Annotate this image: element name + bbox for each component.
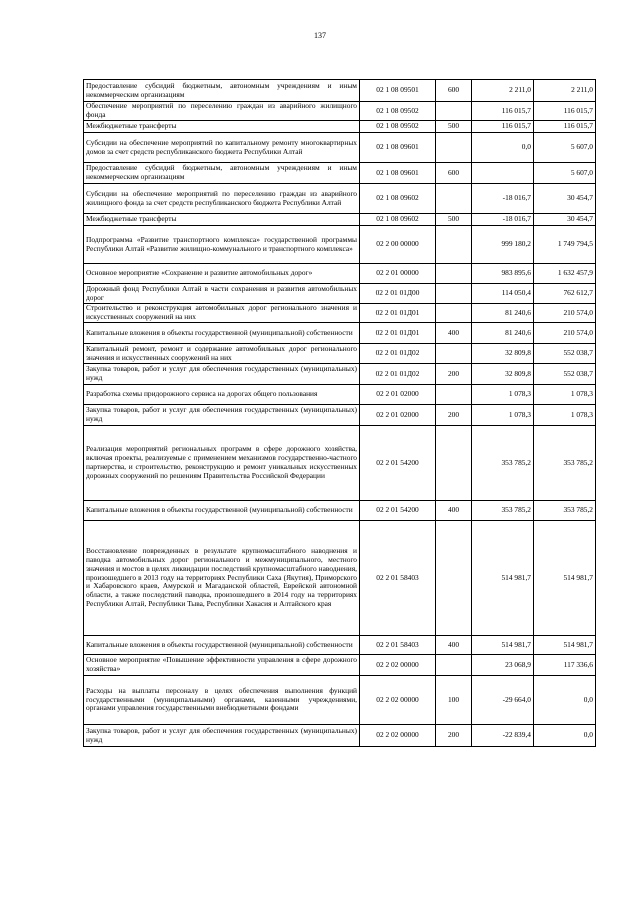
row-name: Строительство и реконструкция автомобильных дорог регионального значения и искусственных сооружений на них	[84, 304, 360, 323]
row-amount-1: 116 015,7	[472, 102, 534, 121]
row-amount-2: 116 015,7	[534, 102, 596, 121]
row-name: Субсидии на обеспечение мероприятий по капитальному ремонту многоквартирных домов за счет средств республиканского бюджета Республики Алтай	[84, 133, 360, 163]
table-row	[84, 264, 596, 284]
row-name: Восстановление поврежденных в результате крупномасштабного наводнения и паводка автомобильных дорог регионального и межмуниципального, местного значения и мостов в целях ликвидации последствий крупномасштабного наводнения, произошедшего в 2013 году на территориях Республики Саха (Якутия), Приморского и Хабаровского краев, Амурской и Магаданской областей, Еврейской автономной области, а также последствий паводка, произошедшего в 2014 году на территориях Республики Алтай, Республики Тыва, Республики Хакасия и Алтайского края	[84, 521, 360, 636]
row-name: Капитальный ремонт, ремонт и содержание автомобильных дорог регионального значения и искусственных сооружений на них	[84, 344, 360, 364]
row-name: Расходы на выплаты персоналу в целях обеспечения выполнения функций государственными (муниципальными) органами, казенными учреждениями, органами управления государственными внебюджетными фондами	[84, 676, 360, 725]
row-amount-1: 999 180,2	[472, 226, 534, 264]
row-csr-code: 02 2 02 00000	[360, 725, 436, 747]
row-amount-1: 32 809,8	[472, 364, 534, 385]
row-amount-1: 2 211,0	[472, 80, 534, 102]
table-row	[84, 426, 596, 501]
table-row	[84, 405, 596, 426]
row-name: Закупка товаров, работ и услуг для обеспечения государственных (муниципальных) нужд	[84, 725, 360, 747]
row-vr-code: 200	[436, 364, 472, 385]
row-amount-2: 1 749 794,5	[534, 226, 596, 264]
row-name: Межбюджетные трансферты	[84, 121, 360, 133]
row-amount-1: 983 895,6	[472, 264, 534, 284]
row-amount-1: 353 785,2	[472, 426, 534, 501]
row-name: Реализация мероприятий региональных программ в сфере дорожного хозяйства, включая проекты, реализуемые с применением механизмов государственно-частного партнерства, и строительство, реконструкцию и ремонт уникальных искусственных дорожных сооружений по решениям Правительства Российской Федерации	[84, 426, 360, 501]
row-amount-2: 5 607,0	[534, 163, 596, 184]
row-amount-1: 1 078,3	[472, 385, 534, 405]
table-row	[84, 163, 596, 184]
row-csr-code: 02 2 01 54200	[360, 426, 436, 501]
row-csr-code: 02 1 08 09601	[360, 133, 436, 163]
row-amount-1: 116 015,7	[472, 121, 534, 133]
row-amount-1: 23 068,9	[472, 655, 534, 676]
table-row	[84, 636, 596, 655]
row-amount-1: 353 785,2	[472, 501, 534, 521]
row-csr-code: 02 1 08 09501	[360, 80, 436, 102]
row-csr-code: 02 1 08 09602	[360, 184, 436, 214]
table-row	[84, 655, 596, 676]
table-row	[84, 501, 596, 521]
row-name: Субсидии на обеспечение мероприятий по переселению граждан из аварийного жилищного фонда за счет средств республиканского бюджета Республики Алтай	[84, 184, 360, 214]
row-vr-code	[436, 226, 472, 264]
row-vr-code	[436, 133, 472, 163]
table-row	[84, 521, 596, 636]
row-csr-code: 02 1 08 09601	[360, 163, 436, 184]
row-vr-code: 600	[436, 163, 472, 184]
row-vr-code: 200	[436, 725, 472, 747]
row-amount-2: 117 336,6	[534, 655, 596, 676]
row-amount-2: 514 981,7	[534, 521, 596, 636]
row-amount-1	[472, 163, 534, 184]
row-amount-1: 81 240,6	[472, 323, 534, 344]
row-amount-2: 0,0	[534, 676, 596, 725]
table-row	[84, 121, 596, 133]
row-vr-code: 100	[436, 676, 472, 725]
row-vr-code: 200	[436, 405, 472, 426]
row-name: Предоставление субсидий бюджетным, автономным учреждениям и иным некоммерческим организациям	[84, 80, 360, 102]
row-amount-2: 116 015,7	[534, 121, 596, 133]
row-csr-code: 02 2 01 01Д00	[360, 284, 436, 304]
table-row	[84, 80, 596, 102]
table-row	[84, 284, 596, 304]
row-amount-1: 81 240,6	[472, 304, 534, 323]
row-amount-2: 30 454,7	[534, 184, 596, 214]
row-name: Разработка схемы придорожного сервиса на дорогах общего пользования	[84, 385, 360, 405]
budget-table-body	[84, 80, 596, 747]
table-row	[84, 323, 596, 344]
row-vr-code	[436, 521, 472, 636]
row-name: Закупка товаров, работ и услуг для обеспечения государственных (муниципальных) нужд	[84, 405, 360, 426]
row-name: Обеспечение мероприятий по переселению граждан из аварийного жилищного фонда	[84, 102, 360, 121]
row-csr-code: 02 2 01 01Д02	[360, 344, 436, 364]
row-csr-code: 02 1 08 09502	[360, 121, 436, 133]
row-name: Капитальные вложения в объекты государственной (муниципальной) собственности	[84, 636, 360, 655]
row-amount-2: 1 078,3	[534, 385, 596, 405]
row-amount-2: 353 785,2	[534, 426, 596, 501]
row-amount-2: 1 078,3	[534, 405, 596, 426]
row-vr-code: 400	[436, 323, 472, 344]
row-csr-code: 02 2 02 00000	[360, 676, 436, 725]
page-number: 137	[314, 31, 326, 40]
row-name: Капитальные вложения в объекты государственной (муниципальной) собственности	[84, 323, 360, 344]
row-csr-code: 02 2 01 02000	[360, 405, 436, 426]
row-amount-1: -18 016,7	[472, 214, 534, 226]
row-amount-1: 514 981,7	[472, 521, 534, 636]
row-amount-2: 0,0	[534, 725, 596, 747]
row-amount-2: 210 574,0	[534, 323, 596, 344]
row-amount-2: 762 612,7	[534, 284, 596, 304]
row-csr-code: 02 1 08 09502	[360, 102, 436, 121]
row-name: Межбюджетные трансферты	[84, 214, 360, 226]
row-csr-code: 02 2 01 58403	[360, 521, 436, 636]
row-vr-code: 500	[436, 214, 472, 226]
table-row	[84, 344, 596, 364]
row-vr-code: 400	[436, 636, 472, 655]
row-vr-code: 600	[436, 80, 472, 102]
table-row	[84, 304, 596, 323]
row-name: Дорожный фонд Республики Алтай в части сохранения и развития автомобильных дорог	[84, 284, 360, 304]
budget-table	[83, 79, 596, 747]
row-name: Капитальные вложения в объекты государственной (муниципальной) собственности	[84, 501, 360, 521]
table-row	[84, 133, 596, 163]
row-name: Предоставление субсидий бюджетным, автономным учреждениям и иным некоммерческим организациям	[84, 163, 360, 184]
row-csr-code: 02 2 01 58403	[360, 636, 436, 655]
table-row	[84, 725, 596, 747]
row-vr-code	[436, 284, 472, 304]
row-amount-2: 1 632 457,9	[534, 264, 596, 284]
row-vr-code	[436, 426, 472, 501]
row-name: Основное мероприятие «Повышение эффективности управления в сфере дорожного хозяйства»	[84, 655, 360, 676]
row-vr-code: 500	[436, 121, 472, 133]
table-row	[84, 184, 596, 214]
row-amount-2: 353 785,2	[534, 501, 596, 521]
row-amount-2: 514 981,7	[534, 636, 596, 655]
table-row	[84, 214, 596, 226]
table-row	[84, 226, 596, 264]
row-amount-1: 1 078,3	[472, 405, 534, 426]
row-vr-code	[436, 385, 472, 405]
row-amount-1: 0,0	[472, 133, 534, 163]
row-name: Закупка товаров, работ и услуг для обеспечения государственных (муниципальных) нужд	[84, 364, 360, 385]
row-csr-code: 02 1 08 09602	[360, 214, 436, 226]
row-vr-code	[436, 102, 472, 121]
row-amount-2: 5 607,0	[534, 133, 596, 163]
row-vr-code	[436, 655, 472, 676]
row-amount-1: -29 664,0	[472, 676, 534, 725]
table-row	[84, 102, 596, 121]
row-vr-code	[436, 304, 472, 323]
row-vr-code	[436, 264, 472, 284]
row-csr-code: 02 2 00 00000	[360, 226, 436, 264]
row-csr-code: 02 2 01 00000	[360, 264, 436, 284]
row-csr-code: 02 2 01 02000	[360, 385, 436, 405]
row-amount-2: 210 574,0	[534, 304, 596, 323]
row-vr-code	[436, 344, 472, 364]
row-csr-code: 02 2 01 01Д02	[360, 364, 436, 385]
row-csr-code: 02 2 01 01Д01	[360, 323, 436, 344]
table-row	[84, 364, 596, 385]
row-csr-code: 02 2 01 01Д01	[360, 304, 436, 323]
table-row	[84, 676, 596, 725]
row-vr-code	[436, 184, 472, 214]
row-amount-2: 30 454,7	[534, 214, 596, 226]
table-row	[84, 385, 596, 405]
row-amount-1: -18 016,7	[472, 184, 534, 214]
row-name: Основное мероприятие «Сохранение и развитие автомобильных дорог»	[84, 264, 360, 284]
row-amount-1: -22 839,4	[472, 725, 534, 747]
row-amount-2: 552 038,7	[534, 364, 596, 385]
row-amount-1: 114 050,4	[472, 284, 534, 304]
row-vr-code: 400	[436, 501, 472, 521]
row-amount-1: 32 809,8	[472, 344, 534, 364]
row-name: Подпрограмма «Развитие транспортного комплекса» государственной программы Республики Алтай «Развитие жилищно-коммунального и транспортного комплекса»	[84, 226, 360, 264]
row-amount-2: 552 038,7	[534, 344, 596, 364]
row-amount-2: 2 211,0	[534, 80, 596, 102]
row-amount-1: 514 981,7	[472, 636, 534, 655]
row-csr-code: 02 2 02 00000	[360, 655, 436, 676]
row-csr-code: 02 2 01 54200	[360, 501, 436, 521]
